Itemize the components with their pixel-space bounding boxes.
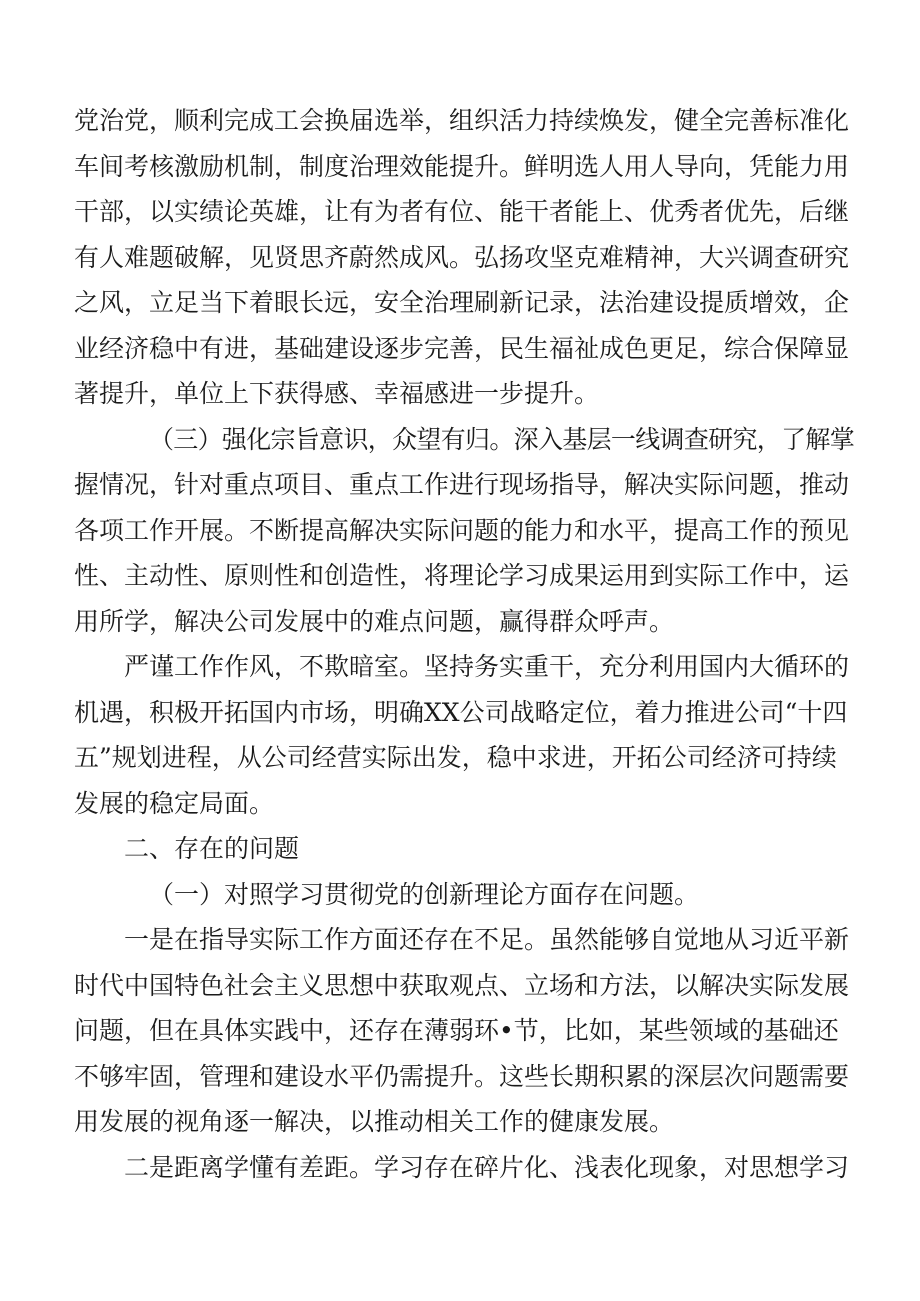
text-line: 五”规划进程，从公司经营实际出发，稳中求进，开拓公司经济可持续 <box>74 743 837 772</box>
text-line: 车间考核激励机制，制度治理效能提升。鲜明选人用人导向，凭能力用 <box>74 151 850 181</box>
text-line: 握情况，针对重点项目、重点工作进行现场指导，解决实际问题，推动 <box>74 470 850 499</box>
text-line: 一是在指导实际工作方面还存在不足。虽然能够自觉地从习近平新 <box>124 925 850 954</box>
paragraph-p5 <box>74 872 854 918</box>
text-line: （一）对照学习贯彻党的创新理论方面存在问题。 <box>149 879 700 909</box>
text-line: （三）强化宗旨意识，众望有归。深入基层一线调查研究，了解掌 <box>149 424 854 454</box>
text-line: 问题，但在具体实践中，还存在薄弱环•节，比如，某些领域的基础还 <box>74 1016 839 1045</box>
paragraph-p4 <box>74 826 854 872</box>
text-line: 严谨工作作风，不欺暗室。坚持务实重干，充分利用国内大循环的 <box>124 652 850 681</box>
text-line: 党治党，顺利完成工会换届选举，组织活力持续焕发，健全完善标准化 <box>74 106 850 135</box>
text-line: 性、主动性、原则性和创造性，将理论学习成果运用到实际工作中，运 <box>74 561 850 590</box>
paragraph-p7 <box>74 1145 854 1191</box>
text-line: 之风，立足当下着眼长远，安全治理刷新记录，法治建设提质增效，企 <box>74 288 850 317</box>
text-line: 有人难题破解，见贤思齐蔚然成风。弘扬攻坚克难精神，大兴调查研究 <box>74 242 850 272</box>
text-line: 发展的稳定局面。 <box>74 788 275 818</box>
text-line: 著提升，单位上下获得感、幸福感进一步提升。 <box>74 379 600 408</box>
text-line: 二是距离学懂有差距。学习存在碎片化、浅表化现象，对思想学习 <box>124 1152 850 1182</box>
text-line: 干部，以实绩论英雄，让有为者有位、能干者能上、优秀者优先，后继 <box>74 197 850 226</box>
text-line: 用所学，解决公司发展中的难点问题，赢得群众呼声。 <box>74 606 675 636</box>
text-line: 用发展的视角逐一解决，以推动相关工作的健康发展。 <box>74 1107 675 1136</box>
paragraph-p6 <box>74 917 854 1145</box>
document-body <box>74 98 854 1190</box>
text-line: 不够牢固，管理和建设水平仍需提升。这些长期积累的深层次问题需要 <box>74 1061 850 1091</box>
text-line: 各项工作开展。不断提高解决实际问题的能力和水平，提高工作的预见 <box>74 515 850 545</box>
text-line: 业经济稳中有进，基础建设逐步完善，民生福祉成色更足，综合保障显 <box>74 333 850 363</box>
paragraph-p2 <box>74 417 854 645</box>
text-line: 机遇，积极开拓国内市场，明确XX公司战略定位，着力推进公司“十四 <box>74 697 848 727</box>
paragraph-p3 <box>74 644 854 826</box>
paragraph-p1 <box>74 98 854 417</box>
text-line: 二、存在的问题 <box>124 834 300 863</box>
text-line: 时代中国特色社会主义思想中获取观点、立场和方法，以解决实际发展 <box>74 970 850 1000</box>
